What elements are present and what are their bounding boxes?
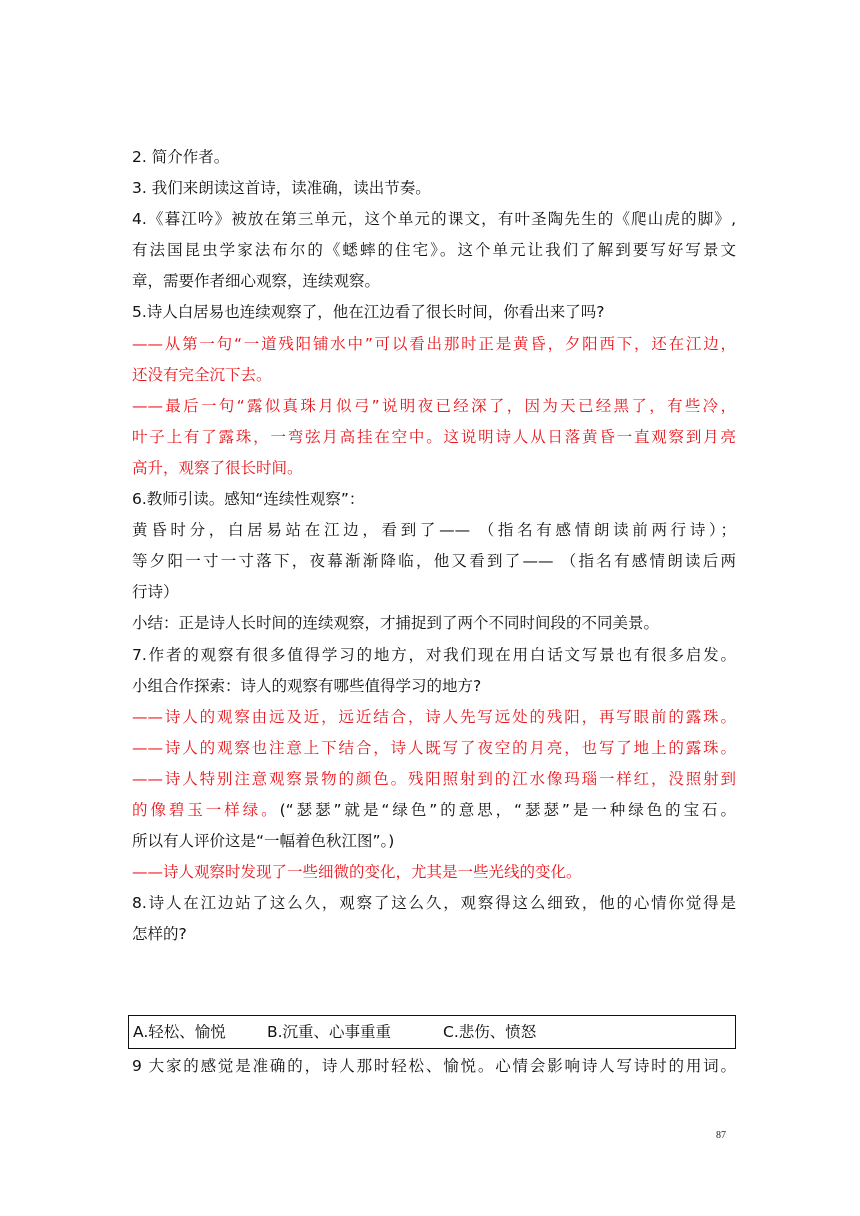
text-line-content: 章，需要作者细心观察，连续观察。	[132, 272, 381, 291]
text-line-content: ——从第一句“一道残阳铺水中”可以看出那时正是黄昏，夕阳西下，还在江边，	[132, 334, 736, 353]
text-line-content: 有法国昆虫学家法布尔的《蟋蟀的住宅》。这个单元让我们了解到要写好写景文	[132, 241, 736, 260]
final-line: 9 大家的感觉是准确的，诗人那时轻松、愉悦。心情会影响诗人写诗时的用词。	[132, 1057, 736, 1075]
text-line-content: 高升，观察了很长时间。	[132, 458, 303, 477]
text-line-content: ——最后一句“露似真珠月似弓”说明夜已经深了，因为天已经黑了，有些冷，	[132, 396, 736, 415]
text-line	[132, 640, 736, 671]
choice-c: C.悲伤、愤怒	[443, 1023, 537, 1041]
text-line	[132, 888, 736, 919]
text-line	[132, 919, 736, 950]
text-line	[132, 702, 736, 733]
text-line	[132, 608, 736, 639]
text-line	[132, 546, 736, 577]
text-line-content: ——诗人观察时发现了一些细微的变化，尤其是一些光线的变化。	[132, 863, 582, 882]
text-line-content: 行诗）	[132, 583, 179, 602]
choice-a: A.轻松、愉悦	[133, 1023, 226, 1041]
text-line	[132, 671, 736, 702]
text-line	[132, 453, 736, 484]
text-line-content: 7.作者的观察有很多值得学习的地方，对我们现在用白话文写景也有很多启发。	[132, 645, 736, 664]
choice-b: B.沉重、心事重重	[267, 1023, 392, 1041]
text-line-content: 3. 我们来朗读这首诗，读准确，读出节奏。	[132, 179, 431, 198]
page-number: 87	[716, 1130, 726, 1141]
text-line-content: 5.诗人白居易也连续观察了，他在江边看了很长时间，你看出来了吗?	[132, 303, 605, 322]
text-line	[132, 795, 736, 826]
text-line	[132, 515, 736, 546]
text-line	[132, 857, 736, 888]
text-line	[132, 173, 736, 204]
text-line-content: 4.《暮江吟》被放在第三单元，这个单元的课文，有叶圣陶先生的《爬山虎的脚》,	[132, 210, 736, 229]
text-line	[132, 142, 736, 173]
text-line	[132, 297, 736, 328]
text-line-content: 2. 简介作者。	[132, 148, 230, 166]
text-line-content: 小结：正是诗人长时间的连续观察，才捕捉到了两个不同时间段的不同美景。	[132, 614, 660, 633]
text-line	[132, 577, 736, 608]
text-line	[132, 329, 736, 360]
text-line-content: 怎样的?	[132, 925, 187, 944]
text-line-content: ——诗人的观察也注意上下结合，诗人既写了夜空的月亮，也写了地上的露珠。	[132, 738, 736, 757]
text-line	[132, 391, 736, 422]
text-line	[132, 266, 736, 297]
text-line-content: 6.教师引读。感知“连续性观察”：	[132, 490, 365, 509]
text-line	[132, 764, 736, 795]
text-line-content: 所以有人评价这是“一幅着色秋江图”。)	[132, 832, 395, 851]
text-line	[132, 826, 736, 857]
text-line-content: ——诗人特别注意观察景物的颜色。残阳照射到的江水像玛瑙一样红，没照射到	[132, 769, 736, 788]
text-line	[132, 733, 736, 764]
text-line	[132, 235, 736, 266]
text-line-tail: (“瑟瑟”就是“绿色”的意思，“瑟瑟”是一种绿色的宝石。	[279, 800, 736, 819]
text-line	[132, 204, 736, 235]
text-line-content: 小组合作探索：诗人的观察有哪些值得学习的地方?	[132, 676, 482, 695]
text-line-content: 8.诗人在江边站了这么久，观察了这么久，观察得这么细致，他的心情你觉得是	[132, 894, 736, 913]
text-line-content: 叶子上有了露珠，一弯弦月高挂在空中。这说明诗人从日落黄昏一直观察到月亮	[132, 427, 736, 446]
text-line-content: 黄昏时分，白居易站在江边，看到了—— （指名有感情朗读前两行诗）；	[132, 521, 736, 540]
text-line-content: ——诗人的观察由远及近，远近结合，诗人先写远处的残阳，再写眼前的露珠。	[132, 707, 736, 726]
document-body	[132, 142, 736, 950]
text-line-content: 等夕阳一寸一寸落下，夜幕渐渐降临，他又看到了—— （指名有感情朗读后两	[132, 552, 736, 571]
text-line	[132, 360, 736, 391]
text-line	[132, 422, 736, 453]
final-paragraph	[132, 1051, 736, 1082]
text-line	[132, 484, 736, 515]
text-line-content: 的像碧玉一样绿。	[132, 800, 280, 819]
text-line-content: 还没有完全沉下去。	[132, 365, 272, 384]
choice-box	[128, 1015, 736, 1049]
